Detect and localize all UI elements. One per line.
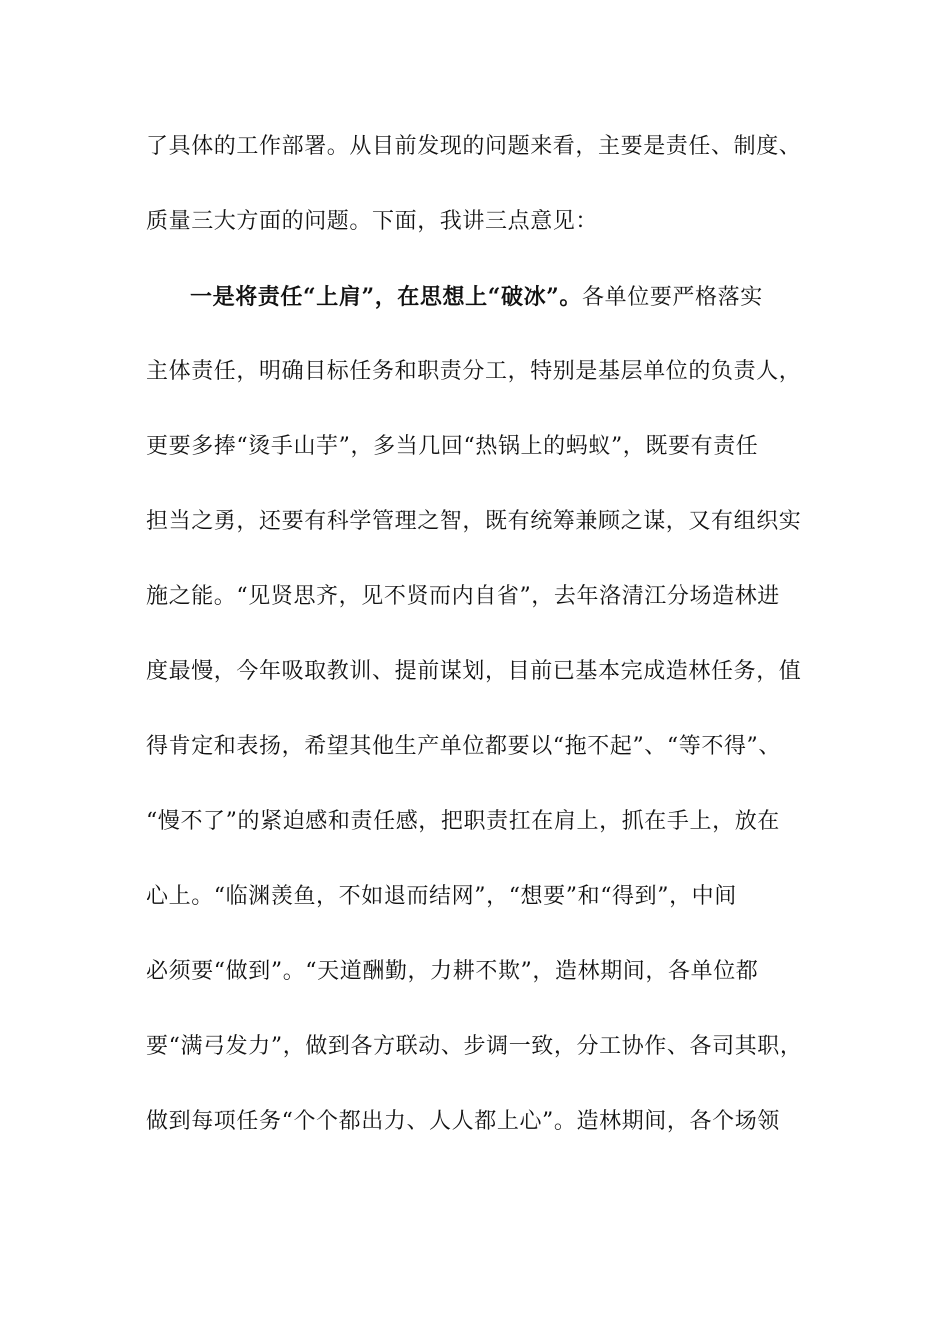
text-line: 施之能。“见贤思齐，见不贤而内自省”，去年洛清江分场造林进: [146, 584, 780, 609]
text-line: 更要多捧“烫手山芋”，多当几回“热锅上的蚂蚁”，既要有责任: [146, 434, 759, 459]
text-line: 度最慢，今年吸取教训、提前谋划，目前已基本完成造林任务，值: [146, 659, 802, 684]
paragraph-first-line: [146, 277, 811, 352]
text-line: 得肯定和表扬，希望其他生产单位都要以“拖不起”、“等不得”、: [146, 734, 781, 759]
text-line: 主体责任，明确目标任务和职责分工，特别是基层单位的负责人，: [146, 359, 802, 384]
body-text: [146, 127, 811, 1177]
text-line: 了具体的工作部署。从目前发现的问题来看，主要是责任、制度、: [146, 134, 802, 159]
text-line: “慢不了”的紧迫感和责任感，把职责扛在肩上，抓在手上，放在: [146, 809, 780, 834]
text-line: 做到每项任务“个个都出力、人人都上心”。造林期间，各个场领: [146, 1109, 780, 1134]
text-line: 要“满弓发力”，做到各方联动、步调一致，分工协作、各司其职，: [146, 1034, 803, 1059]
text-line: 必须要“做到”。“天道酬勤，力耕不欺”，造林期间，各单位都: [146, 959, 759, 984]
paragraph-heading: 一是将责任“上肩”，在思想上“破冰”。: [190, 284, 583, 310]
text-line: 质量三大方面的问题。下面，我讲三点意见：: [146, 209, 599, 234]
text-line: 心上。“临渊羡鱼，不如退而结网”，“想要”和“得到”，中间: [146, 884, 737, 909]
text-line: 担当之勇，还要有科学管理之智，既有统筹兼顾之谋，又有组织实: [146, 509, 802, 534]
text-run: 各单位要严格落实: [582, 285, 763, 310]
